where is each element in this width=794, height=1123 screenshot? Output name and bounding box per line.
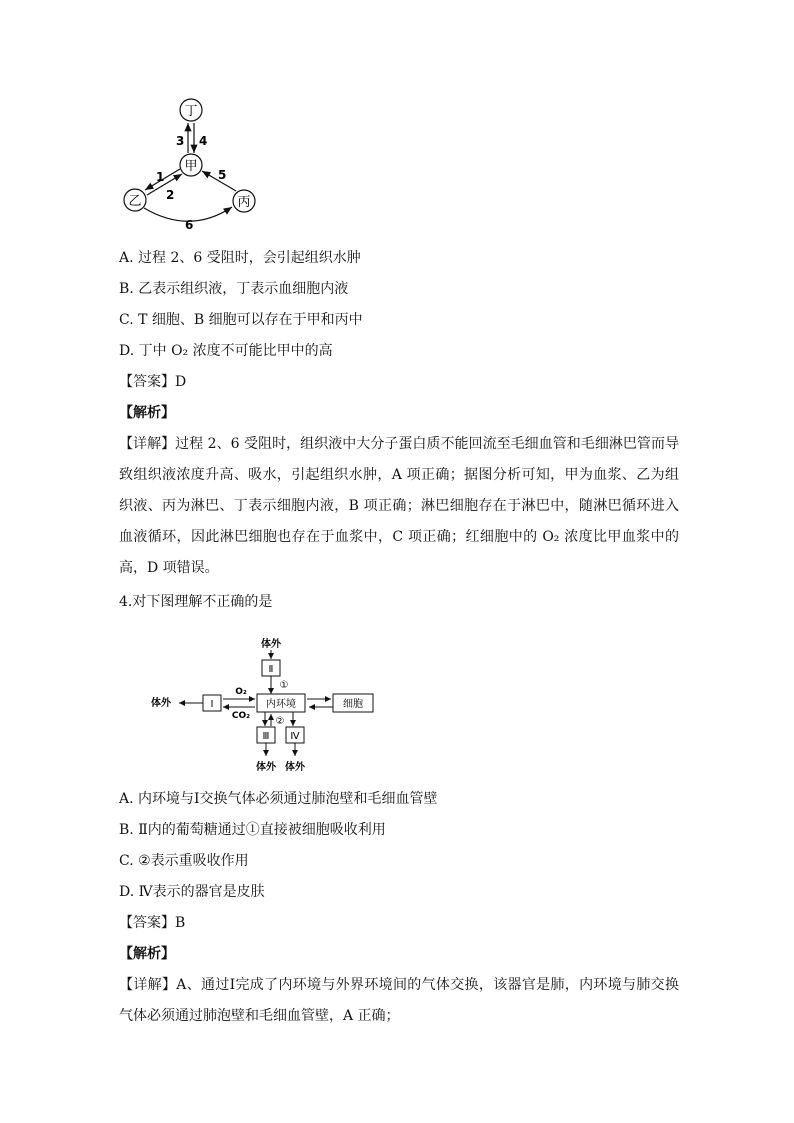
q4-analysis-title: 【解析】 <box>119 946 175 962</box>
q4-option-b: B. Ⅱ内的葡萄糖通过①直接被细胞吸收利用 <box>119 822 386 838</box>
q4-option-d: D. Ⅳ表示的器官是皮肤 <box>119 884 265 900</box>
q3-option-d: D. 丁中 O₂ 浓度不可能比甲中的高 <box>119 343 333 359</box>
node-bing-label: 丙 <box>237 195 251 210</box>
cell-label: 细胞 <box>343 699 363 710</box>
q3-answer: 【答案】D <box>119 374 187 390</box>
q3-option-a: A. 过程 2、6 受阻时，会引起组织水肿 <box>119 250 361 266</box>
q4-question: 4.对下图理解不正确的是 <box>119 594 273 610</box>
circle-2-label: ② <box>275 716 285 727</box>
box-I-label: Ⅰ <box>210 699 214 710</box>
q4-detail: 【详解】A、通过Ⅰ完成了内环境与外界环境间的气体交换，该器官是肺，内环境与肺交换气体必须通过肺泡壁和毛细血管壁，A 正确； <box>119 977 679 1024</box>
top-outside-label: 体外 <box>261 639 281 650</box>
q4-option-a: A. 内环境与Ⅰ交换气体必须通过肺泡壁和毛细血管壁 <box>119 791 438 807</box>
o2-label: O₂ <box>235 687 247 697</box>
label-3: 3 <box>176 134 185 148</box>
q3-option-b: B. 乙表示组织液，丁表示血细胞内液 <box>119 281 349 297</box>
label-6: 6 <box>185 218 194 232</box>
label-5: 5 <box>218 168 227 182</box>
q4-answer: 【答案】B <box>119 915 186 931</box>
body-fluid-diagram <box>110 95 270 232</box>
label-4: 4 <box>199 134 208 148</box>
arrow-2 <box>147 174 182 195</box>
label-1: 1 <box>156 170 165 184</box>
q4-option-c: C. ②表示重吸收作用 <box>119 853 249 869</box>
left-outside-label: 体外 <box>151 698 171 709</box>
bottom-outside-label-2: 体外 <box>285 762 305 773</box>
node-ding-label: 丁 <box>184 104 198 119</box>
label-2: 2 <box>166 188 175 202</box>
node-jia-label: 甲 <box>184 159 198 174</box>
box-III-label: Ⅲ <box>262 731 270 742</box>
bottom-outside-label-1: 体外 <box>256 762 276 773</box>
co2-label: CO₂ <box>231 711 251 721</box>
q3-detail: 【详解】过程 2、6 受阻时，组织液中大分子蛋白质不能回流至毛细血管和毛细淋巴管而导致组织液浓度升高、吸水，引起组织水肿，A 项正确；据图分析可知，甲为血浆、乙为组织液、丙为淋巴、丁表示细胞内液，B 项正确；淋巴细胞存在于淋巴中，随淋巴循环进入血液循环，因此淋巴细胞也存在于血浆中，C 项正确；红细胞中的 O₂ 浓度比甲血浆中的高，D 项错误。 <box>119 436 679 576</box>
box-IV-label: Ⅳ <box>290 731 300 742</box>
node-yi-label: 乙 <box>128 194 142 209</box>
box-II-label: Ⅱ <box>268 664 274 675</box>
circle-1-label: ① <box>279 680 289 691</box>
center-label: 内环境 <box>266 699 296 710</box>
internal-environment-diagram <box>145 632 385 777</box>
q3-option-c: C. T 细胞、B 细胞可以存在于甲和丙中 <box>119 312 363 328</box>
q3-analysis-title: 【解析】 <box>119 405 175 421</box>
